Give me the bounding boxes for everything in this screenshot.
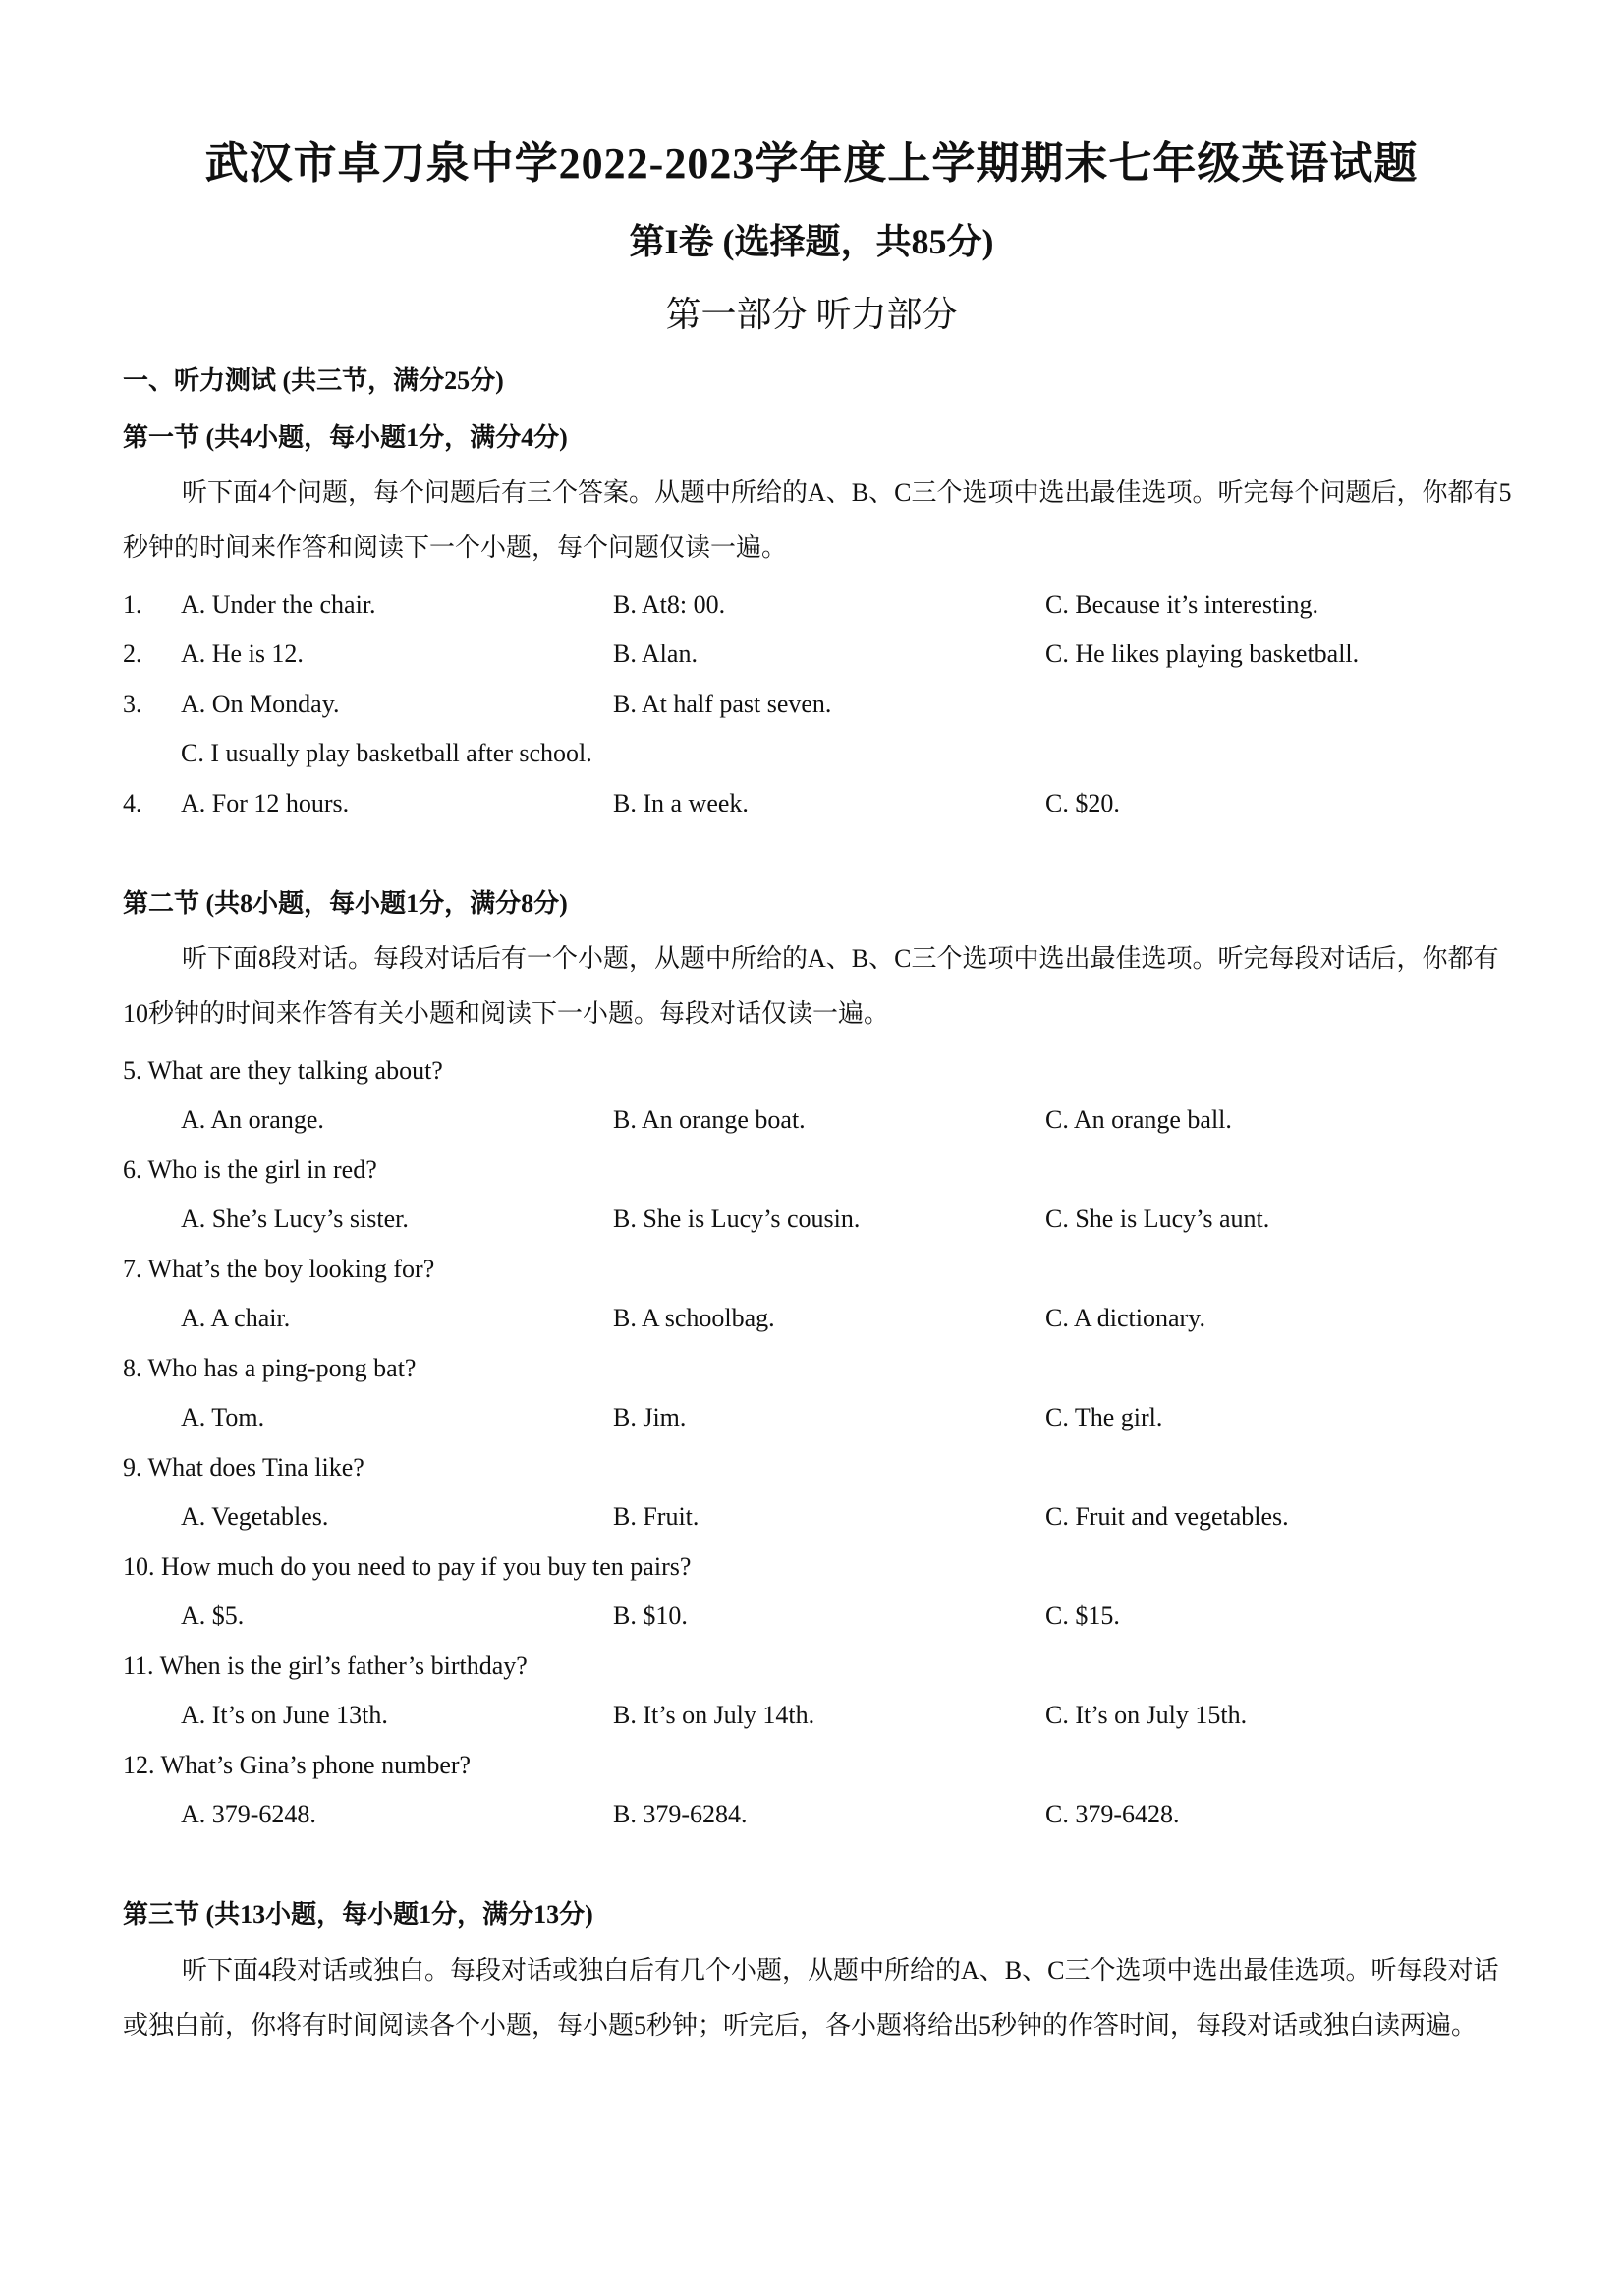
option-c: C. $15. — [1045, 1601, 1120, 1630]
option-b: B. 379-6284. — [613, 1800, 748, 1828]
option-a: A. A chair. — [181, 1304, 291, 1332]
option-a: A. Tom. — [181, 1403, 265, 1431]
option-b: B. It’s on July 14th. — [613, 1701, 815, 1729]
question-text: 9. What does Tina like? — [123, 1453, 364, 1482]
option-a: A. An orange. — [181, 1105, 324, 1134]
option-c: C. An orange ball. — [1045, 1105, 1232, 1134]
question-text: 5. What are they talking about? — [123, 1056, 443, 1085]
option-a: A. Under the chair. — [181, 590, 376, 619]
question-text: 12. What’s Gina’s phone number? — [123, 1751, 472, 1779]
option-c: C. Because it’s interesting. — [1045, 590, 1319, 619]
question-text: 7. What’s the boy looking for? — [123, 1255, 435, 1283]
item-number: 4. — [123, 789, 142, 817]
exam-title: 武汉市卓刀泉中学2022-2023学年度上学期期末七年级英语试题 — [204, 140, 1419, 188]
option-a: A. For 12 hours. — [181, 789, 350, 817]
option-b: B. An orange boat. — [613, 1105, 806, 1134]
option-c: C. She is Lucy’s aunt. — [1045, 1204, 1270, 1233]
volume-title: 第I卷 (选择题，共85分) — [629, 222, 994, 261]
option-c: C. A dictionary. — [1045, 1304, 1205, 1332]
question-text: 11. When is the girl’s father’s birthday? — [123, 1652, 528, 1680]
part-title: 第一部分 听力部分 — [665, 295, 958, 334]
option-a: A. She’s Lucy’s sister. — [181, 1204, 409, 1233]
option-b: B. Fruit. — [613, 1502, 700, 1531]
option-b: B. She is Lucy’s cousin. — [613, 1204, 861, 1233]
option-b: B. $10. — [613, 1601, 688, 1630]
option-a: A. 379-6248. — [181, 1800, 316, 1828]
option-a: A. Vegetables. — [181, 1502, 329, 1531]
option-a: A. On Monday. — [181, 690, 340, 718]
option-c: C. I usually play basketball after school. — [181, 739, 592, 767]
option-b: B. Alan. — [613, 640, 698, 668]
option-c: C. Fruit and vegetables. — [1045, 1502, 1289, 1531]
option-c: C. $20. — [1045, 789, 1120, 817]
option-a: A. $5. — [181, 1601, 245, 1630]
sec3-instructions: 听下面4段对话或独白。每段对话或独白后有几个小题，从题中所给的A、B、C三个选项中选出最佳选项。听每段对话或独白前，你将有时间阅读各个小题，每小题5秒钟；听完后，各小题将给出5秒钟的作答时间，每段对话或独白读两遍。 — [123, 1956, 1499, 2040]
question-text: 6. Who is the girl in red? — [123, 1155, 377, 1184]
option-b: B. At half past seven. — [613, 690, 832, 718]
item-number: 2. — [123, 640, 142, 668]
item-number: 1. — [123, 590, 142, 619]
option-b: B. In a week. — [613, 789, 749, 817]
option-c: C. He likes playing basketball. — [1045, 640, 1360, 668]
option-c: C. It’s on July 15th. — [1045, 1701, 1248, 1729]
question-text: 10. How much do you need to pay if you buy ten pairs? — [123, 1552, 692, 1581]
question-text: 8. Who has a ping-pong bat? — [123, 1354, 417, 1382]
option-c: C. The girl. — [1045, 1403, 1163, 1431]
option-c: C. 379-6428. — [1045, 1800, 1180, 1828]
option-a: A. He is 12. — [181, 640, 304, 668]
section-heading-listening: 一、听力测试 (共三节，满分25分) — [123, 366, 504, 395]
sec1-heading: 第一节 (共4小题，每小题1分，满分4分) — [123, 423, 568, 452]
item-number: 3. — [123, 690, 142, 718]
sec1-instructions: 听下面4个问题，每个问题后有三个答案。从题中所给的A、B、C三个选项中选出最佳选项。听完每个问题后，你都有5秒钟的时间来作答和阅读下一个小题，每个问题仅读一遍。 — [123, 478, 1512, 562]
option-b: B. A schoolbag. — [613, 1304, 775, 1332]
sec2-instructions: 听下面8段对话。每段对话后有一个小题，从题中所给的A、B、C三个选项中选出最佳选项。听完每段对话后，你都有10秒钟的时间来作答有关小题和阅读下一小题。每段对话仅读一遍。 — [123, 944, 1499, 1028]
option-b: B. Jim. — [613, 1403, 687, 1431]
option-a: A. It’s on June 13th. — [181, 1701, 388, 1729]
sec2-heading: 第二节 (共8小题，每小题1分，满分8分) — [123, 889, 568, 918]
sec3-heading: 第三节 (共13小题，每小题1分，满分13分) — [123, 1900, 593, 1929]
option-b: B. At8: 00. — [613, 590, 726, 619]
